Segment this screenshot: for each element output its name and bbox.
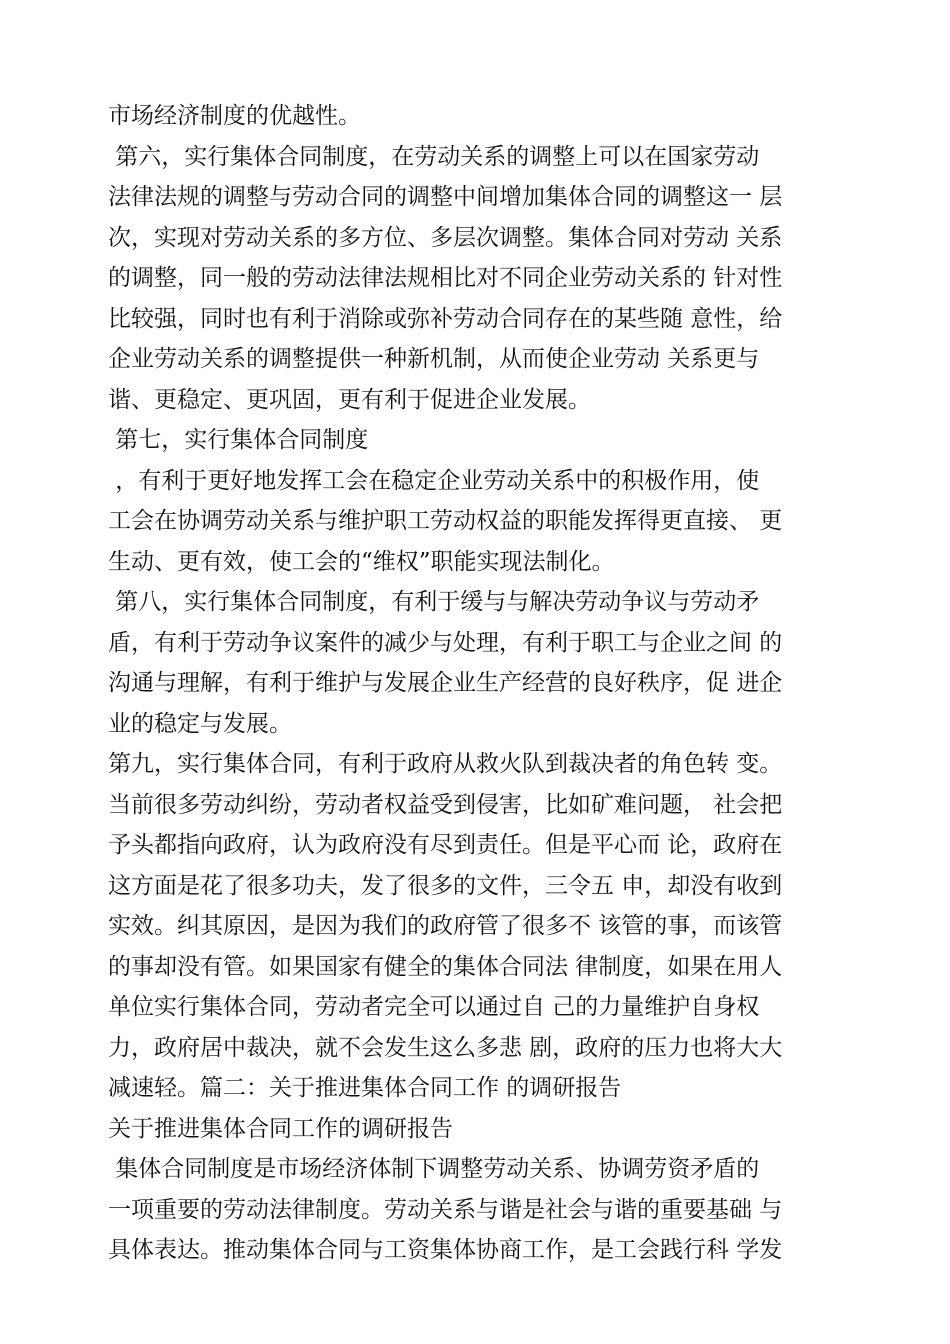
text-line: 业的稳定与发展。 <box>108 710 292 737</box>
text-line: 企业劳动关系的调整提供一种新机制，从而使企业劳动 关系更与 <box>108 346 760 372</box>
text-line: 这方面是花了很多功夫，发了很多的文件，三令五 申，却没有收到 <box>108 872 783 899</box>
document-body <box>108 96 848 1271</box>
text-line: 的调整，同一般的劳动法律法规相比对不同企业劳动关系的 针对性 <box>108 265 783 291</box>
text-line: 第六，实行集体合同制度，在劳动关系的调整上可以在国家劳动 <box>108 143 760 170</box>
text-line: 集体合同制度是市场经济体制下调整劳动关系、协调劳资矛盾的 <box>108 1156 760 1182</box>
text-line: 工会在协调劳动关系与维护职工劳动权益的职能发挥得更直接、 更 <box>108 508 783 534</box>
text-line: 第九，实行集体合同，有利于政府从救火队到裁决者的角色转 变。 <box>108 751 783 777</box>
text-line: 次，实现对劳动关系的多方位、多层次调整。集体合同对劳动 关系 <box>108 224 783 251</box>
text-line: 当前很多劳动纠纷，劳动者权益受到侵害，比如矿难问题， 社会把 <box>108 791 783 818</box>
text-line: 关于推进集体合同工作的调研报告 <box>108 1115 453 1142</box>
text-line: 予头都指向政府，认为政府没有尽到责任。但是平心而 论，政府在 <box>108 832 783 858</box>
text-line: 力，政府居中裁决，就不会发生这么多悲 剧，政府的压力也将大大 <box>108 1034 783 1061</box>
text-line: ，有利于更好地发挥工会在稳定企业劳动关系中的积极作用，使 <box>108 467 760 494</box>
text-line: 具体表达。推动集体合同与工资集体协商工作，是工会践行科 学发 <box>108 1237 783 1263</box>
text-line: 第七，实行集体合同制度 <box>108 427 369 453</box>
text-line: 比较强，同时也有利于消除或弥补劳动合同存在的某些随 意性，给 <box>108 305 783 332</box>
text-line: 生动、更有效，使工会的“维权”职能实现法制化。 <box>108 548 615 575</box>
text-line: 实效。纠其原因，是因为我们的政府管了很多不 该管的事，而该管 <box>108 913 783 939</box>
text-line: 一项重要的劳动法律制度。劳动关系与谐是社会与谐的重要基础 与 <box>108 1196 783 1223</box>
text-line: 沟通与理解，有利于维护与发展企业生产经营的良好秩序，促 进企 <box>108 670 783 696</box>
text-line: 单位实行集体合同，劳动者完全可以通过自 己的力量维护自身权 <box>108 994 760 1020</box>
text-line: 的事却没有管。如果国家有健全的集体合同法 律制度，如果在用人 <box>108 953 783 980</box>
text-line: 市场经济制度的优越性。 <box>108 103 361 129</box>
text-line: 减速轻。篇二：关于推进集体合同工作 的调研报告 <box>108 1075 622 1101</box>
text-line: 盾，有利于劳动争议案件的减少与处理，有利于职工与企业之间 的 <box>108 629 783 656</box>
text-line: 法律法规的调整与劳动合同的调整中间增加集体合同的调整这一 层 <box>108 184 783 210</box>
text-line: 谐、更稳定、更巩固，更有利于促进企业发展。 <box>108 386 591 413</box>
text-line: 第八，实行集体合同制度，有利于缓与与解决劳动争议与劳动矛 <box>108 589 760 615</box>
